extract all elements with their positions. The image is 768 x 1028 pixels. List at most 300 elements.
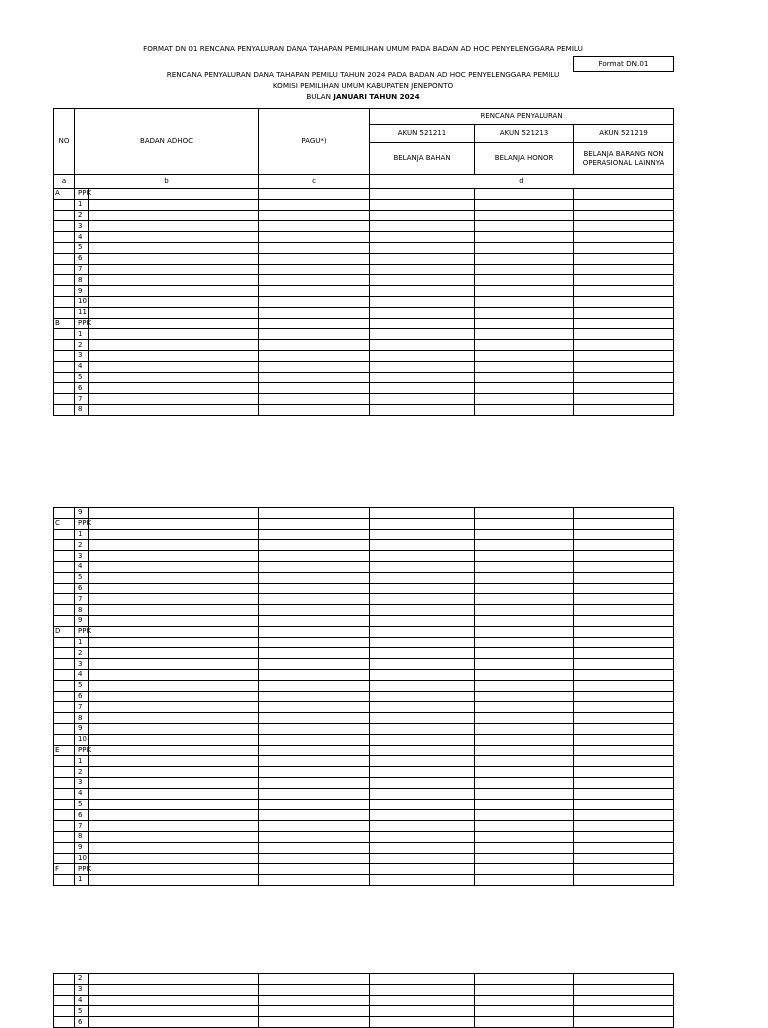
row-pagu-cell [259,659,370,670]
row-badan-cell [89,1017,259,1028]
row-sub-number: 10 [75,853,89,864]
row-belanja-honor-cell [475,594,574,605]
row-belanja-honor-cell [475,756,574,767]
row-no [54,529,75,540]
row-belanja-honor-cell [475,340,574,351]
row-belanja-barang-cell [574,394,674,405]
row-belanja-barang-cell [574,383,674,394]
row-pagu-cell [259,264,370,275]
table-row [54,659,674,670]
header-rencana-penyaluran: RENCANA PENYALURAN [370,109,674,125]
row-no [54,1006,75,1017]
row-belanja-barang-cell [574,734,674,745]
row-pagu-cell [259,275,370,286]
row-badan-cell [89,253,259,264]
row-badan-cell [89,605,259,616]
row-belanja-barang-cell [574,756,674,767]
row-belanja-barang-cell [574,875,674,886]
row-pagu-cell [259,232,370,243]
row-pagu-cell [259,680,370,691]
row-sub-number: 6 [75,253,89,264]
row-belanja-bahan-cell [370,1006,475,1017]
row-no: E [54,745,75,756]
row-belanja-bahan-cell [370,372,475,383]
row-sub-number: 4 [75,788,89,799]
row-belanja-bahan-cell [370,404,475,415]
row-belanja-honor-cell [475,189,574,200]
row-belanja-bahan-cell [370,551,475,562]
row-pagu-cell [259,594,370,605]
row-belanja-barang-cell [574,350,674,361]
row-no [54,659,75,670]
row-belanja-honor-cell [475,329,574,340]
row-pagu-cell [259,756,370,767]
table-row [54,626,674,637]
row-belanja-barang-cell [574,853,674,864]
row-badan-cell [89,210,259,221]
table-row [54,232,674,243]
table-row [54,799,674,810]
table-row [54,329,674,340]
distribution-table-part-3 [53,973,674,1028]
row-sub-number: 2 [75,540,89,551]
subtitle-line-1: RENCANA PENYALURAN DANA TAHAPAN PEMILU TAHUN 2024 PADA BADAN AD HOC PENYELENGGARA PEMILU [166,70,560,79]
row-sub-number: 3 [75,777,89,788]
row-badan-cell [89,799,259,810]
table-row [54,275,674,286]
header-no: NO [54,109,75,175]
table-row [54,810,674,821]
row-belanja-honor-cell [475,1017,574,1028]
row-badan-cell [89,995,259,1006]
row-no [54,821,75,832]
row-belanja-bahan-cell [370,508,475,519]
row-badan-cell [89,361,259,372]
distribution-table-part-1 [53,108,674,416]
row-sub-number: 3 [75,984,89,995]
header-akun-521211: AKUN 521211 [370,125,475,143]
table-row [54,984,674,995]
row-badan-cell [89,275,259,286]
table-row [54,296,674,307]
row-belanja-honor-cell [475,637,574,648]
row-badan-cell [89,680,259,691]
row-belanja-barang-cell [574,659,674,670]
row-pagu-cell [259,242,370,253]
row-sub-number: 9 [75,723,89,734]
row-no [54,296,75,307]
row-sub-number: 4 [75,232,89,243]
row-sub-number: 7 [75,264,89,275]
row-belanja-bahan-cell [370,734,475,745]
row-badan-cell [89,508,259,519]
header-badan-adhoc: BADAN ADHOC [75,109,259,175]
row-badan-cell [89,318,259,329]
row-pagu-cell [259,189,370,200]
row-belanja-bahan-cell [370,540,475,551]
table-row [54,1017,674,1028]
row-sub-number: PPK [75,189,89,200]
row-belanja-honor-cell [475,583,574,594]
row-sub-number: 10 [75,296,89,307]
row-badan-cell [89,626,259,637]
row-badan-cell [89,637,259,648]
row-pagu-cell [259,853,370,864]
row-pagu-cell [259,540,370,551]
row-sub-number: 8 [75,275,89,286]
row-badan-cell [89,723,259,734]
row-belanja-barang-cell [574,864,674,875]
row-belanja-bahan-cell [370,626,475,637]
row-no [54,253,75,264]
row-badan-cell [89,745,259,756]
row-belanja-barang-cell [574,713,674,724]
row-sub-number: 9 [75,842,89,853]
row-no [54,984,75,995]
row-belanja-honor-cell [475,669,574,680]
row-pagu-cell [259,329,370,340]
row-belanja-honor-cell [475,810,574,821]
row-badan-cell [89,394,259,405]
row-belanja-bahan-cell [370,637,475,648]
row-badan-cell [89,648,259,659]
row-no [54,508,75,519]
row-pagu-cell [259,864,370,875]
row-no [54,221,75,232]
row-belanja-honor-cell [475,540,574,551]
row-belanja-bahan-cell [370,669,475,680]
table-row [54,529,674,540]
row-belanja-honor-cell [475,275,574,286]
row-no [54,383,75,394]
table-row [54,508,674,519]
row-belanja-bahan-cell [370,713,475,724]
row-badan-cell [89,713,259,724]
row-pagu-cell [259,383,370,394]
row-no [54,680,75,691]
row-belanja-barang-cell [574,540,674,551]
row-sub-number: 2 [75,974,89,985]
row-pagu-cell [259,221,370,232]
row-badan-cell [89,350,259,361]
row-pagu-cell [259,210,370,221]
row-no: D [54,626,75,637]
header-belanja-bahan: BELANJA BAHAN [370,143,475,175]
row-pagu-cell [259,648,370,659]
row-no [54,210,75,221]
row-belanja-bahan-cell [370,864,475,875]
row-belanja-honor-cell [475,508,574,519]
row-sub-number: 5 [75,242,89,253]
row-belanja-bahan-cell [370,648,475,659]
row-belanja-honor-cell [475,745,574,756]
row-badan-cell [89,615,259,626]
table-row [54,648,674,659]
row-belanja-bahan-cell [370,350,475,361]
row-sub-number: 7 [75,594,89,605]
table-row [54,821,674,832]
row-belanja-honor-cell [475,659,574,670]
table-row [54,777,674,788]
table-row [54,286,674,297]
row-pagu-cell [259,777,370,788]
row-pagu-cell [259,508,370,519]
row-belanja-bahan-cell [370,831,475,842]
table-row [54,404,674,415]
row-sub-number: 6 [75,810,89,821]
row-badan-cell [89,221,259,232]
row-badan-cell [89,572,259,583]
row-belanja-bahan-cell [370,702,475,713]
row-pagu-cell [259,561,370,572]
row-sub-number: 6 [75,691,89,702]
row-belanja-honor-cell [475,350,574,361]
row-belanja-honor-cell [475,974,574,985]
row-belanja-barang-cell [574,518,674,529]
row-badan-cell [89,372,259,383]
table-row [54,831,674,842]
row-sub-number: PPK [75,318,89,329]
row-pagu-cell [259,296,370,307]
row-sub-number: 6 [75,383,89,394]
row-belanja-bahan-cell [370,394,475,405]
row-pagu-cell [259,253,370,264]
row-badan-cell [89,286,259,297]
table-row [54,394,674,405]
row-sub-number: 5 [75,680,89,691]
row-belanja-barang-cell [574,551,674,562]
row-badan-cell [89,702,259,713]
row-no [54,340,75,351]
row-belanja-honor-cell [475,831,574,842]
table-row [54,561,674,572]
row-belanja-barang-cell [574,1006,674,1017]
row-no [54,264,75,275]
row-pagu-cell [259,637,370,648]
row-badan-cell [89,199,259,210]
row-belanja-barang-cell [574,615,674,626]
month-value: JANUARI TAHUN 2024 [333,92,420,101]
table-row [54,767,674,778]
table-row [54,594,674,605]
table-row [54,264,674,275]
table-row [54,788,674,799]
row-badan-cell [89,583,259,594]
table-row [54,615,674,626]
row-belanja-bahan-cell [370,361,475,372]
row-belanja-honor-cell [475,372,574,383]
row-no [54,329,75,340]
row-sub-number: 2 [75,767,89,778]
table-row [54,189,674,200]
row-belanja-bahan-cell [370,232,475,243]
row-no [54,551,75,562]
row-belanja-barang-cell [574,777,674,788]
row-no [54,767,75,778]
row-belanja-honor-cell [475,615,574,626]
row-pagu-cell [259,605,370,616]
row-sub-number: 8 [75,605,89,616]
row-belanja-barang-cell [574,788,674,799]
row-pagu-cell [259,529,370,540]
row-belanja-bahan-cell [370,984,475,995]
row-belanja-honor-cell [475,984,574,995]
row-belanja-bahan-cell [370,518,475,529]
row-pagu-cell [259,404,370,415]
row-belanja-bahan-cell [370,842,475,853]
row-no: A [54,189,75,200]
row-badan-cell [89,734,259,745]
row-belanja-bahan-cell [370,756,475,767]
row-no [54,734,75,745]
row-no [54,831,75,842]
table-row [54,734,674,745]
row-belanja-bahan-cell [370,199,475,210]
row-sub-number: 9 [75,286,89,297]
row-belanja-barang-cell [574,199,674,210]
table-row [54,745,674,756]
row-no [54,275,75,286]
row-badan-cell [89,756,259,767]
table-row [54,875,674,886]
row-no [54,702,75,713]
row-belanja-bahan-cell [370,615,475,626]
row-no [54,361,75,372]
row-belanja-bahan-cell [370,777,475,788]
table-row [54,572,674,583]
table-row [54,756,674,767]
row-belanja-honor-cell [475,394,574,405]
subtitle-line-3 [53,92,673,101]
row-belanja-honor-cell [475,232,574,243]
row-belanja-honor-cell [475,723,574,734]
row-belanja-honor-cell [475,361,574,372]
row-belanja-honor-cell [475,767,574,778]
row-sub-number: 7 [75,821,89,832]
row-badan-cell [89,974,259,985]
row-pagu-cell [259,372,370,383]
row-no [54,242,75,253]
row-sub-number: 3 [75,221,89,232]
row-belanja-honor-cell [475,242,574,253]
row-badan-cell [89,540,259,551]
table-row [54,713,674,724]
row-belanja-barang-cell [574,702,674,713]
row-belanja-bahan-cell [370,296,475,307]
row-badan-cell [89,875,259,886]
row-no: B [54,318,75,329]
table-row [54,680,674,691]
row-pagu-cell [259,583,370,594]
row-no [54,199,75,210]
row-pagu-cell [259,984,370,995]
row-badan-cell [89,232,259,243]
row-belanja-barang-cell [574,286,674,297]
row-pagu-cell [259,394,370,405]
row-badan-cell [89,518,259,529]
row-belanja-honor-cell [475,788,574,799]
row-sub-number: PPK [75,745,89,756]
row-pagu-cell [259,810,370,821]
row-badan-cell [89,307,259,318]
row-belanja-barang-cell [574,307,674,318]
table-row [54,605,674,616]
row-pagu-cell [259,350,370,361]
row-belanja-bahan-cell [370,799,475,810]
row-belanja-barang-cell [574,572,674,583]
table-row [54,221,674,232]
row-sub-number: 2 [75,210,89,221]
row-sub-number: 5 [75,799,89,810]
row-badan-cell [89,594,259,605]
row-belanja-honor-cell [475,307,574,318]
row-belanja-barang-cell [574,318,674,329]
document-title: FORMAT DN 01 RENCANA PENYALURAN DANA TAHAPAN PEMILIHAN UMUM PADA BADAN AD HOC PENYELENGGARA PEMILU [143,44,583,53]
row-sub-number: 9 [75,508,89,519]
row-pagu-cell [259,723,370,734]
row-belanja-barang-cell [574,745,674,756]
row-sub-number: 10 [75,734,89,745]
row-pagu-cell [259,821,370,832]
row-no [54,1017,75,1028]
row-no [54,810,75,821]
row-badan-cell [89,551,259,562]
row-belanja-barang-cell [574,232,674,243]
row-belanja-bahan-cell [370,189,475,200]
row-belanja-barang-cell [574,680,674,691]
table-row [54,540,674,551]
row-belanja-honor-cell [475,734,574,745]
row-belanja-honor-cell [475,572,574,583]
row-sub-number: PPK [75,518,89,529]
row-badan-cell [89,383,259,394]
row-badan-cell [89,810,259,821]
row-badan-cell [89,296,259,307]
row-sub-number: 3 [75,551,89,562]
row-belanja-barang-cell [574,626,674,637]
row-belanja-bahan-cell [370,594,475,605]
row-badan-cell [89,529,259,540]
row-pagu-cell [259,745,370,756]
row-no [54,561,75,572]
row-belanja-barang-cell [574,221,674,232]
row-belanja-barang-cell [574,842,674,853]
row-belanja-honor-cell [475,864,574,875]
row-belanja-honor-cell [475,691,574,702]
row-sub-number: 4 [75,561,89,572]
row-badan-cell [89,788,259,799]
row-belanja-barang-cell [574,637,674,648]
row-belanja-barang-cell [574,1017,674,1028]
row-belanja-honor-cell [475,713,574,724]
row-belanja-honor-cell [475,842,574,853]
row-belanja-barang-cell [574,561,674,572]
row-badan-cell [89,984,259,995]
row-belanja-barang-cell [574,508,674,519]
row-belanja-bahan-cell [370,318,475,329]
row-sub-number: 4 [75,361,89,372]
row-belanja-bahan-cell [370,572,475,583]
row-badan-cell [89,821,259,832]
row-belanja-bahan-cell [370,853,475,864]
row-belanja-bahan-cell [370,221,475,232]
row-belanja-honor-cell [475,296,574,307]
row-belanja-bahan-cell [370,275,475,286]
table-row [54,350,674,361]
row-pagu-cell [259,875,370,886]
row-no: C [54,518,75,529]
row-belanja-bahan-cell [370,340,475,351]
